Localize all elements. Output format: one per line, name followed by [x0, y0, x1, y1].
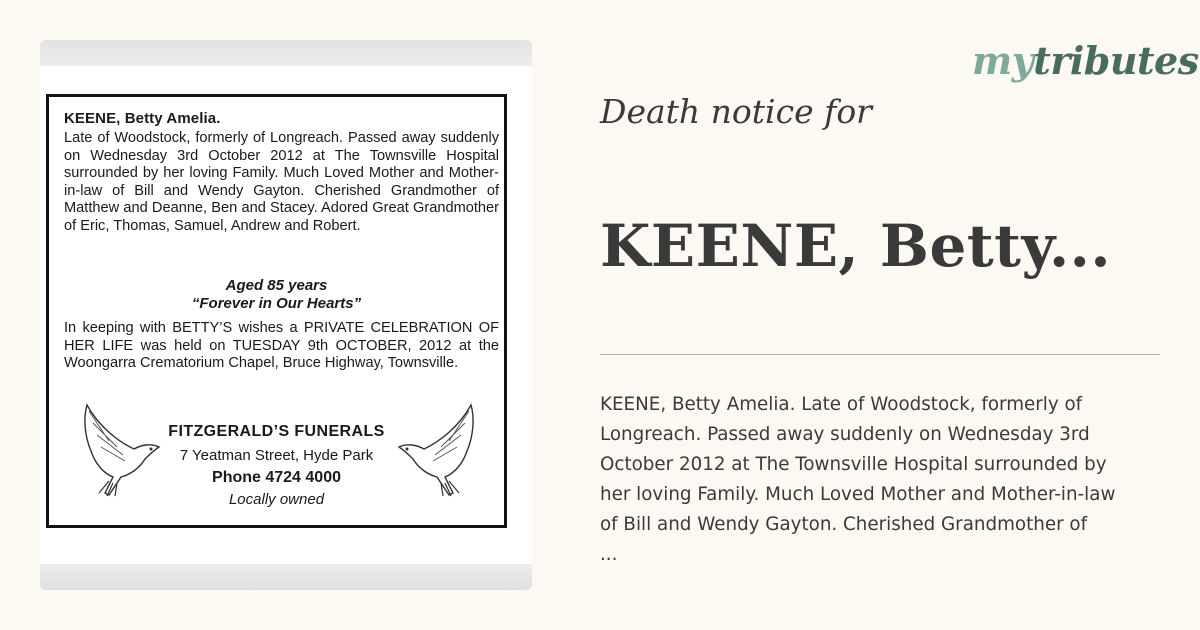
notice-excerpt: KEENE, Betty Amelia. Late of Woodstock, formerly of Longreach. Passed away suddenly on Wednesday 3rd October 2012 at The Townsville Hospital surrounded by her loving Family. Much Loved Mother and Mother-in-law of Bill and Wendy Gayton. Cherished Grandmother of ... [600, 394, 1116, 565]
notice-age: Aged 85 years [225, 277, 328, 294]
notice-name: KEENE, Betty Amelia. [64, 110, 221, 127]
card-top-strip [40, 40, 532, 66]
notice-image-card [40, 40, 532, 590]
card-bottom-strip [40, 564, 532, 590]
logo-part-tributes: tributes [1033, 38, 1199, 83]
notice-paragraph-1: Late of Woodstock, formerly of Longreach. Passed away suddenly on Wednesday 3rd October 2012 at The Townsville Hospital surrounded by her loving Family. Much Loved Mother and Mother-in-law of Bill and Wendy Gayton. Cherished Grandmother of Matthew and Deanne, Ben and Stacey. Adored Great Grandmother of Eric, Thomas, Samuel, Andrew and Robert. [64, 130, 499, 234]
notice-forever: “Forever in Our Hearts” [191, 295, 362, 312]
notice-image [40, 66, 532, 564]
death-notice-clipping [46, 94, 507, 528]
notice-paragraph-2: In keeping with BETTY’S wishes a PRIVATE CELEBRATION OF HER LIFE was held on TUESDAY 9th OCTOBER, 2012 at the Woongarra Crematorium Chapel, Bruce Highway, Townsville. [64, 320, 499, 371]
funeral-director-address: 7 Yeatman Street, Hyde Park [179, 447, 374, 464]
funeral-director-phone: Phone 4724 4000 [212, 469, 341, 486]
funeral-director-name: FITZGERALD’S FUNERALS [168, 423, 385, 440]
logo-part-my: my [972, 38, 1034, 83]
funeral-director-note: Locally owned [228, 491, 325, 508]
divider [600, 354, 1160, 355]
page-subtitle: Death notice for [600, 92, 872, 131]
mytributes-logo[interactable] [972, 38, 1199, 83]
page-title: KEENE, Betty... [600, 212, 1112, 280]
